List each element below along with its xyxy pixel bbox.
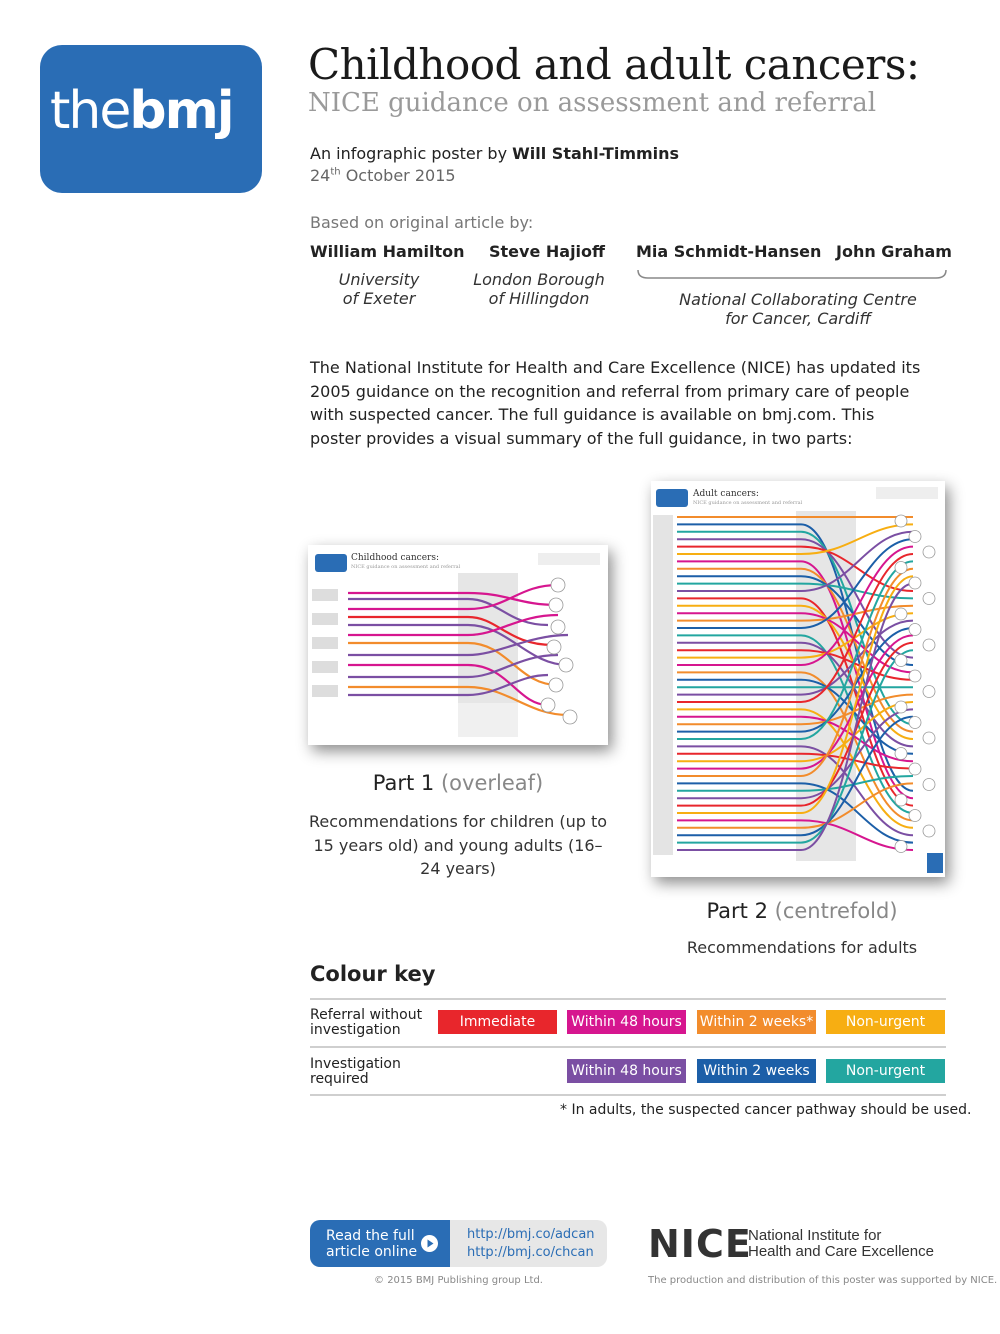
cancer-node	[909, 810, 921, 822]
intro-paragraph: The National Institute for Health and Care Excellence (NICE) has updated its 2005 guidance on the recognition and referral from primary care of people with suspected cancer. The full guidance is available on bmj.com. This poster provides a visual summary of the full guidance, in two parts:	[310, 358, 921, 448]
author-affiliation	[464, 270, 614, 308]
cancer-node	[909, 624, 921, 636]
part2-description: Recommendations for adults	[686, 938, 918, 957]
cancer-node	[895, 701, 907, 713]
colour-chip: Non-urgent	[826, 1010, 945, 1034]
thumb-subtitle: NICE guidance on assessment and referral	[351, 564, 461, 570]
cancer-node	[895, 608, 907, 620]
part1-title	[308, 771, 608, 795]
nice-logo: NICE	[648, 1222, 752, 1266]
colour-chip: Within 48 hours	[567, 1059, 686, 1083]
affiliation-line: for Cancer, Cardiff	[725, 309, 871, 328]
colour-key-row-label: Investigation required	[310, 1056, 401, 1087]
thumb-title: Adult cancers:	[693, 489, 759, 499]
cancer-node	[923, 546, 935, 558]
affiliation-line: University	[338, 270, 420, 289]
article-link-chcan[interactable]: http://bmj.co/chcan	[467, 1245, 594, 1260]
part1-paren: (overleaf)	[440, 771, 544, 795]
divider	[310, 1046, 946, 1048]
logo-the: the	[50, 81, 130, 141]
thumb-flow-graphic	[308, 545, 608, 745]
date-rest: October 2015	[340, 166, 456, 185]
cancer-node	[895, 841, 907, 853]
divider	[310, 1094, 946, 1096]
cancer-node	[909, 531, 921, 543]
affiliation-line: of Hillingdon	[488, 289, 590, 308]
poster-credit-prefix: An infographic poster by	[310, 144, 513, 163]
author-name: John Graham	[836, 242, 952, 261]
nice-full-name	[748, 1228, 934, 1260]
colour-chip: Within 2 weeks	[697, 1059, 816, 1083]
cancer-node	[895, 794, 907, 806]
cancer-node	[923, 779, 935, 791]
affiliation-line: of Exeter	[342, 289, 416, 308]
cancer-node	[895, 748, 907, 760]
part2-label: Part 2	[706, 899, 768, 923]
read-line: article online	[326, 1244, 418, 1260]
poster-date	[310, 166, 456, 185]
nice-name-line: Health and Care Excellence	[748, 1243, 934, 1260]
childhood-poster-thumbnail[interactable]	[308, 545, 608, 745]
author-name: William Hamilton	[310, 242, 465, 261]
cancer-node	[895, 562, 907, 574]
poster-credit-author: Will Stahl-Timmins	[512, 144, 680, 163]
cancer-node	[895, 515, 907, 527]
author-affiliation	[309, 270, 449, 308]
article-link-adcan[interactable]: http://bmj.co/adcan	[467, 1227, 595, 1242]
bmj-logo	[40, 45, 262, 193]
colour-chip: Non-urgent	[826, 1059, 945, 1083]
cancer-node	[923, 593, 935, 605]
date-suffix: th	[330, 166, 341, 178]
page-title: Childhood and adult cancers:	[308, 40, 920, 89]
shared-affiliation-bracket	[636, 268, 948, 282]
thumb-subtitle: NICE guidance on assessment and referral	[693, 500, 803, 506]
thumb-title: Childhood cancers:	[351, 553, 439, 563]
colour-chip: Immediate	[438, 1010, 557, 1034]
part1-description: Recommendations for children (up to 15 years old) and young adults (16–24 years)	[308, 812, 608, 878]
colour-chip: Within 48 hours	[567, 1010, 686, 1034]
nice-support-note: The production and distribution of this poster was supported by NICE.	[648, 1275, 998, 1286]
affiliation-line: London Borough	[473, 270, 605, 289]
colour-key-footnote: * In adults, the suspected cancer pathway should be used.	[560, 1102, 972, 1118]
part2-title	[652, 899, 952, 923]
date-day: 24	[310, 166, 331, 185]
part1-label: Part 1	[372, 771, 435, 795]
thumb-flow-graphic	[651, 481, 945, 877]
cancer-node	[923, 825, 935, 837]
nice-name-line: National Institute for	[748, 1227, 882, 1244]
cancer-node	[909, 670, 921, 682]
based-on-label: Based on original article by:	[310, 213, 534, 232]
article-links	[450, 1220, 607, 1267]
colour-key-title: Colour key	[310, 962, 436, 986]
cancer-node	[923, 686, 935, 698]
cancer-node	[923, 732, 935, 744]
copyright: © 2015 BMJ Publishing group Ltd.	[374, 1275, 543, 1286]
poster-credit	[310, 144, 679, 163]
author-name: Mia Schmidt-Hansen	[636, 242, 822, 261]
cancer-node	[909, 717, 921, 729]
page-subtitle: NICE guidance on assessment and referral	[308, 88, 877, 118]
play-icon	[421, 1235, 438, 1252]
cancer-node	[895, 655, 907, 667]
colour-key-row-label: Referral without investigation	[310, 1007, 423, 1038]
shared-affiliation	[636, 290, 960, 328]
colour-chip: Within 2 weeks*	[697, 1010, 816, 1034]
affiliation-line: National Collaborating Centre	[679, 290, 917, 309]
cancer-node	[909, 577, 921, 589]
author-name: Steve Hajioff	[489, 242, 605, 261]
divider	[310, 998, 946, 1000]
cancer-node	[923, 639, 935, 651]
logo-bmj: bmj	[129, 81, 233, 141]
read-line: Read the full	[326, 1228, 415, 1244]
adult-poster-thumbnail[interactable]	[651, 481, 945, 877]
part2-paren: (centrefold)	[774, 899, 898, 923]
cancer-node	[909, 763, 921, 775]
read-article-button[interactable]	[310, 1220, 450, 1267]
